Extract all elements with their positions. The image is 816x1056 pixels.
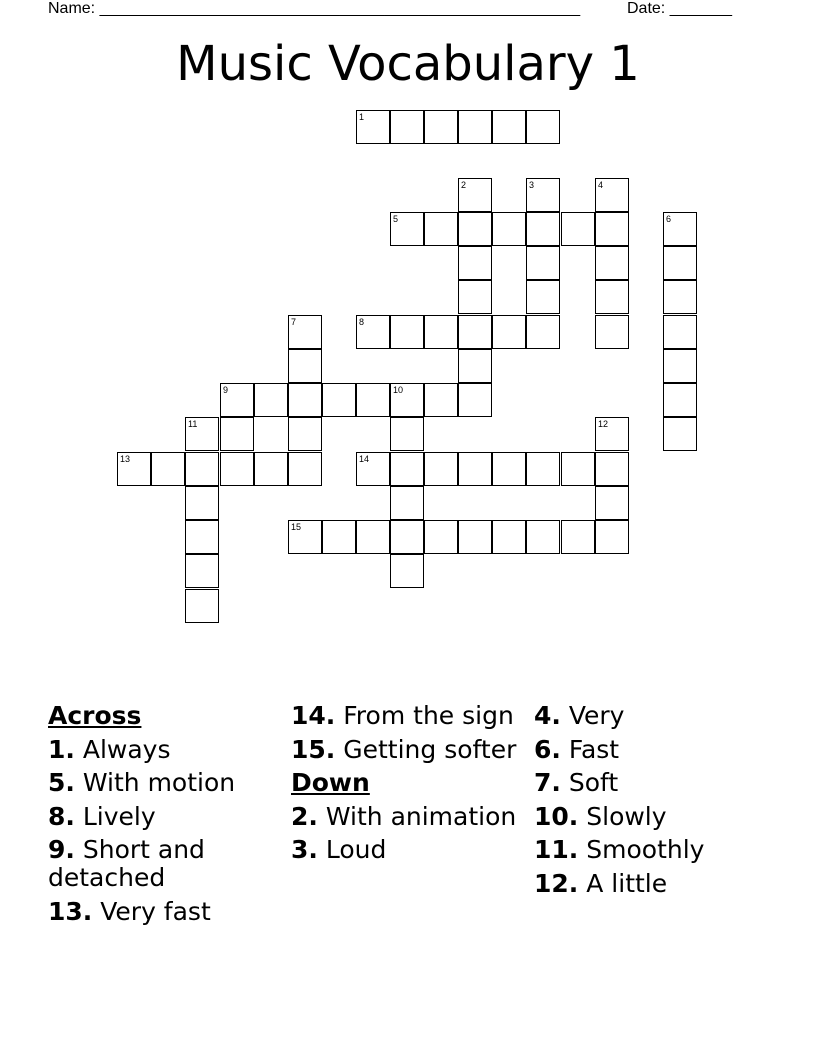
clue-down-6: 6. Fast: [534, 734, 620, 764]
grid-cell[interactable]: [663, 246, 697, 280]
cell-number: 9: [223, 385, 229, 395]
grid-cell[interactable]: [458, 178, 492, 212]
grid-cell[interactable]: [185, 452, 219, 486]
grid-cell[interactable]: [288, 349, 322, 383]
clue-down-3: 3. Loud: [291, 835, 387, 864]
clue-across-5: 5. With motion: [48, 768, 236, 797]
clues-column-3: [534, 702, 774, 903]
grid-cell[interactable]: [390, 212, 424, 246]
grid-cell[interactable]: [663, 383, 697, 417]
grid-cell[interactable]: [288, 315, 322, 349]
grid-cell[interactable]: [424, 520, 458, 554]
grid-cell[interactable]: [526, 212, 560, 246]
cell-number: 1: [359, 112, 365, 122]
grid-cell[interactable]: [117, 452, 151, 486]
grid-cell[interactable]: [663, 417, 697, 451]
grid-cell[interactable]: [561, 520, 595, 554]
grid-cell[interactable]: [526, 280, 560, 314]
clue-across-13: 13. Very fast: [48, 896, 211, 926]
grid-cell[interactable]: [288, 383, 322, 417]
grid-cell[interactable]: [526, 452, 560, 486]
cell-number: 7: [291, 317, 297, 327]
clue-across-1: 1. Always: [48, 734, 171, 764]
clue-down-11: 11. Smoothly: [534, 835, 705, 864]
cell-number: 15: [291, 522, 302, 532]
grid-cell[interactable]: [663, 349, 697, 383]
grid-cell[interactable]: [424, 315, 458, 349]
grid-cell[interactable]: [595, 280, 629, 314]
grid-cell[interactable]: [492, 110, 526, 144]
clue-down-4: 4. Very: [534, 701, 625, 730]
grid-cell[interactable]: [458, 452, 492, 486]
cell-number: 6: [666, 214, 672, 224]
cell-number: 12: [598, 419, 609, 429]
grid-cell[interactable]: [356, 520, 390, 554]
grid-cell[interactable]: [390, 452, 424, 486]
grid-cell[interactable]: [595, 486, 629, 520]
cell-number: 3: [529, 180, 535, 190]
grid-cell[interactable]: [288, 417, 322, 451]
grid-cell[interactable]: [424, 110, 458, 144]
grid-cell[interactable]: [595, 417, 629, 451]
clues-column-2: [291, 702, 521, 870]
grid-cell[interactable]: [561, 452, 595, 486]
clue-across-15: 15. Getting softer: [291, 734, 517, 764]
grid-cell[interactable]: [526, 110, 560, 144]
grid-cell[interactable]: [595, 246, 629, 280]
grid-cell[interactable]: [220, 417, 254, 451]
grid-cell[interactable]: [458, 383, 492, 417]
date-field[interactable]: Date: _______: [627, 0, 732, 17]
cell-number: 5: [393, 214, 399, 224]
grid-cell[interactable]: [356, 383, 390, 417]
grid-cell[interactable]: [390, 383, 424, 417]
grid-cell[interactable]: [492, 315, 526, 349]
grid-cell[interactable]: [322, 383, 356, 417]
grid-cell[interactable]: [390, 486, 424, 520]
grid-cell[interactable]: [458, 110, 492, 144]
grid-cell[interactable]: [663, 212, 697, 246]
clue-down-12: 12. A little: [534, 868, 668, 898]
clue-down-7: 7. Soft: [534, 768, 619, 797]
name-field[interactable]: Name: ______________________________________________________: [48, 0, 581, 17]
grid-cell[interactable]: [663, 280, 697, 314]
grid-cell[interactable]: [390, 520, 424, 554]
cell-number: 13: [120, 454, 131, 464]
grid-cell[interactable]: [595, 212, 629, 246]
grid-cell[interactable]: [151, 452, 185, 486]
grid-cell[interactable]: [254, 452, 288, 486]
cell-number: 8: [359, 317, 365, 327]
grid-cell[interactable]: [595, 178, 629, 212]
grid-cell[interactable]: [526, 520, 560, 554]
grid-cell[interactable]: [288, 520, 322, 554]
cell-number: 14: [359, 454, 370, 464]
grid-cell[interactable]: [356, 315, 390, 349]
grid-cell[interactable]: [492, 520, 526, 554]
grid-cell[interactable]: [424, 452, 458, 486]
clue-across-14: 14. From the sign: [291, 701, 514, 730]
clue-across-9: 9. Short and detached: [48, 835, 205, 892]
grid-cell[interactable]: [185, 554, 219, 588]
grid-cell[interactable]: [390, 315, 424, 349]
grid-cell[interactable]: [390, 554, 424, 588]
grid-cell[interactable]: [390, 417, 424, 451]
grid-cell[interactable]: [458, 280, 492, 314]
grid-cell[interactable]: [185, 417, 219, 451]
grid-cell[interactable]: [492, 452, 526, 486]
page-title: Music Vocabulary 1: [176, 36, 640, 92]
grid-cell[interactable]: [424, 383, 458, 417]
grid-cell[interactable]: [254, 383, 288, 417]
clue-across-8: 8. Lively: [48, 801, 156, 831]
grid-cell[interactable]: [526, 246, 560, 280]
grid-cell[interactable]: [458, 315, 492, 349]
grid-cell[interactable]: [595, 452, 629, 486]
clue-down-10: 10. Slowly: [534, 801, 667, 831]
grid-cell[interactable]: [390, 110, 424, 144]
across-heading: Across: [48, 701, 142, 730]
cell-number: 2: [461, 180, 467, 190]
grid-cell[interactable]: [185, 486, 219, 520]
grid-cell[interactable]: [561, 212, 595, 246]
cell-number: 11: [188, 419, 198, 429]
grid-cell[interactable]: [595, 315, 629, 349]
cell-number: 4: [598, 180, 604, 190]
grid-cell[interactable]: [185, 520, 219, 554]
grid-cell[interactable]: [458, 246, 492, 280]
grid-cell[interactable]: [526, 315, 560, 349]
grid-cell[interactable]: [322, 520, 356, 554]
down-heading: Down: [291, 768, 370, 797]
grid-cell[interactable]: [356, 110, 390, 144]
grid-cell[interactable]: [424, 212, 458, 246]
grid-cell[interactable]: [185, 589, 219, 623]
grid-cell[interactable]: [356, 452, 390, 486]
cell-number: 10: [393, 385, 404, 395]
grid-cell[interactable]: [220, 452, 254, 486]
clue-down-2: 2. With animation: [291, 801, 517, 831]
grid-cell[interactable]: [288, 452, 322, 486]
grid-cell[interactable]: [458, 520, 492, 554]
clues-column-1: [48, 702, 278, 931]
grid-cell[interactable]: [663, 315, 697, 349]
grid-cell[interactable]: [492, 212, 526, 246]
grid-cell[interactable]: [220, 383, 254, 417]
grid-cell[interactable]: [458, 212, 492, 246]
grid-cell[interactable]: [458, 349, 492, 383]
grid-cell[interactable]: [595, 520, 629, 554]
grid-cell[interactable]: [526, 178, 560, 212]
